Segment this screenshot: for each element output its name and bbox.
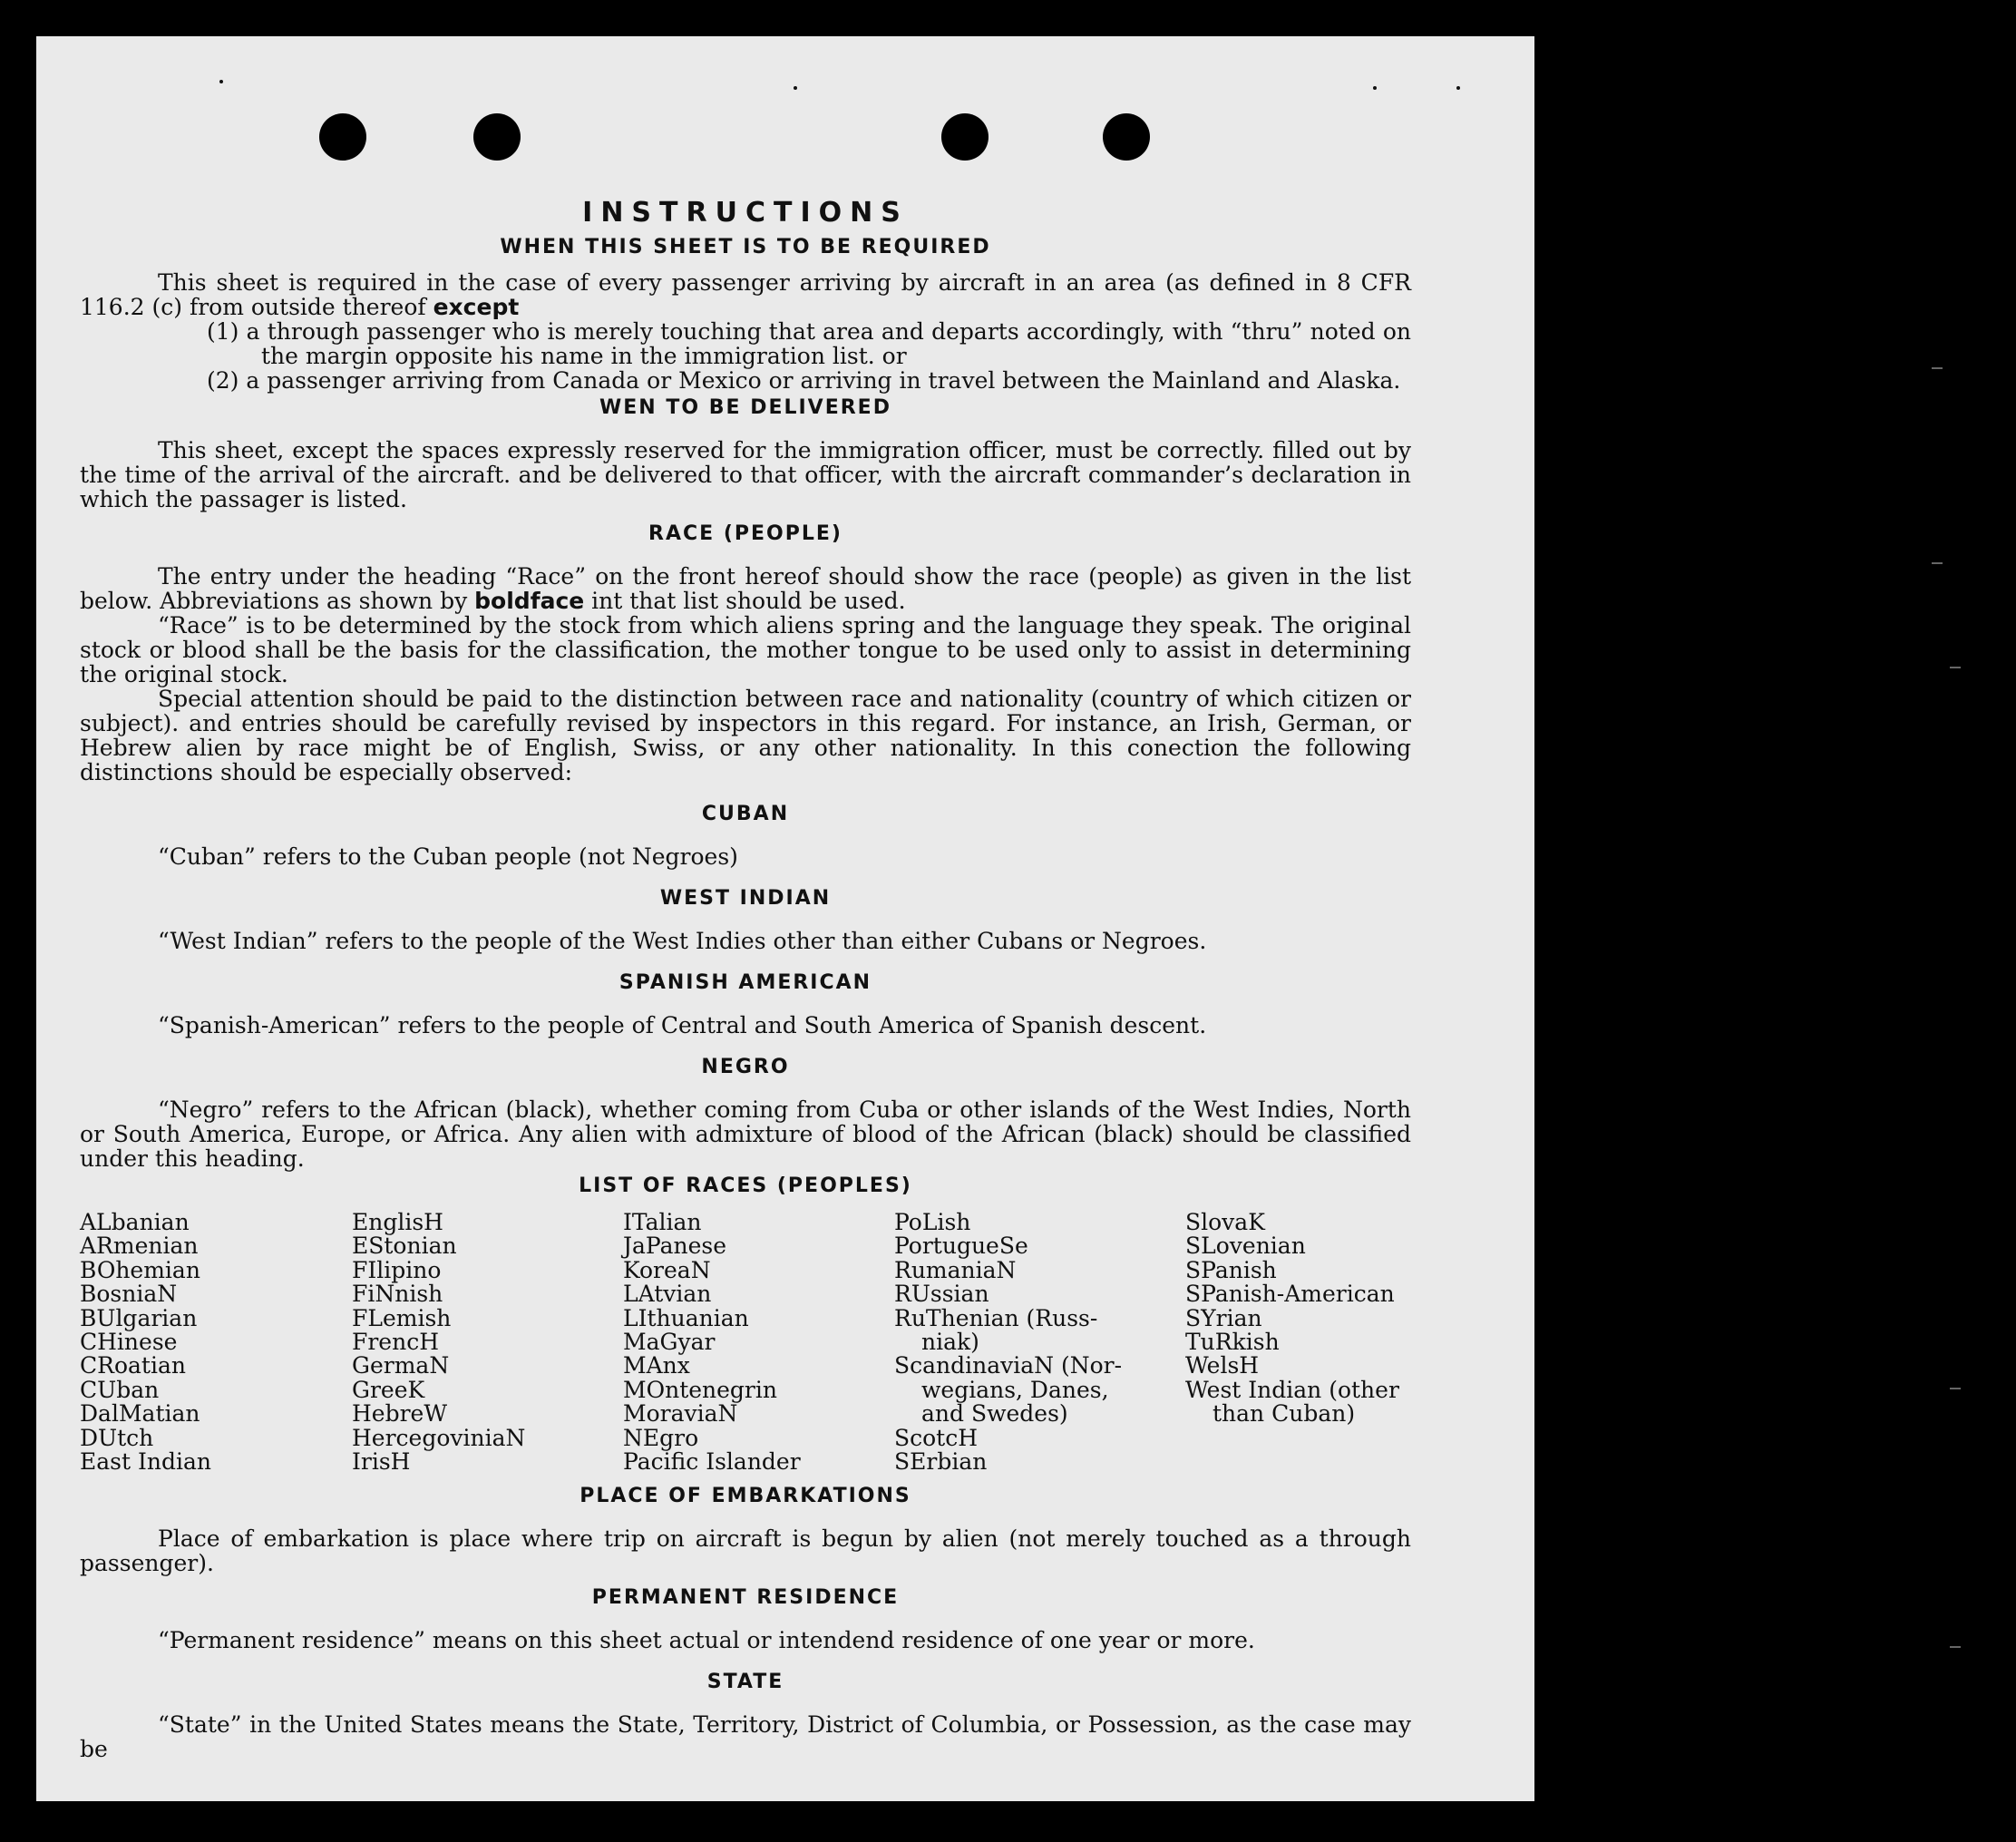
west-indian-text: “West Indian” refers to the people of the West Indies other than either Cubans or Negroes. bbox=[158, 928, 1207, 954]
race-entry: SPanish-American bbox=[1185, 1281, 1395, 1308]
punch-hole bbox=[473, 113, 521, 161]
race-entry: SYrian bbox=[1185, 1304, 1262, 1331]
race-entry: TuRkish bbox=[1185, 1329, 1280, 1356]
race-entry: EnglisH bbox=[352, 1209, 443, 1235]
when-required-intro bbox=[80, 270, 1411, 319]
race-entry: ScandinaviaN (Nor- bbox=[894, 1352, 1123, 1379]
race-entry: West Indian (other bbox=[1185, 1376, 1399, 1403]
document-page bbox=[36, 36, 1534, 1801]
race-entry: LAtvian bbox=[623, 1281, 712, 1308]
race-entry: Pacific Islander bbox=[623, 1448, 801, 1476]
race-entry: niak) bbox=[921, 1329, 979, 1356]
race-entry: GermaN bbox=[352, 1352, 450, 1379]
race-entry: MOntenegrin bbox=[623, 1376, 777, 1403]
intro-bold-word: except bbox=[433, 294, 520, 320]
race-column bbox=[623, 1211, 894, 1474]
section-heading-list-of-races: LIST OF RACES (PEOPLES) bbox=[579, 1174, 912, 1197]
race-entry: WelsH bbox=[1185, 1352, 1260, 1379]
exception-item-2: (2) a passenger arriving from Canada or Mexico or arriving in travel between the Mainland and Alaska. bbox=[207, 367, 1401, 394]
race-entry: DUtch bbox=[80, 1424, 154, 1451]
race-p1-bold: boldface bbox=[474, 588, 585, 614]
embarkation-text: Place of embarkation is place where trip on aircraft is begun by alien (not merely touched as a through passenger). bbox=[80, 1525, 1411, 1577]
race-entry: MoraviaN bbox=[623, 1400, 738, 1428]
race-entry: PortugueSe bbox=[894, 1233, 1028, 1260]
race-entry: RumaniaN bbox=[894, 1256, 1017, 1283]
film-edge-mark bbox=[1932, 367, 1943, 369]
race-paragraph-1 bbox=[80, 564, 1411, 613]
race-entry: HebreW bbox=[352, 1400, 448, 1428]
exception-item-1: (1) a through passenger who is merely touching that area and departs accordingly, with “thru” noted on the margin opposite his name in the immigration list. or bbox=[207, 318, 1411, 369]
punch-hole bbox=[319, 113, 366, 161]
race-entry: FLemish bbox=[352, 1304, 452, 1331]
ink-speck bbox=[219, 80, 223, 83]
race-entry: CHinese bbox=[80, 1329, 178, 1356]
intro-text: This sheet is required in the case of every passenger arriving by aircraft in an area (as defined in 8 CFR 116.2 (c) from outside thereof bbox=[80, 269, 1411, 320]
section-heading-state: STATE bbox=[706, 1671, 784, 1694]
section-heading-negro: NEGRO bbox=[701, 1056, 790, 1078]
race-entry: JaPanese bbox=[623, 1233, 727, 1260]
race-entry: LIthuanian bbox=[623, 1304, 749, 1331]
ink-speck bbox=[1456, 86, 1460, 90]
race-entry: ARmenian bbox=[80, 1233, 199, 1260]
race-entry: BUlgarian bbox=[80, 1304, 198, 1331]
race-entry: SErbian bbox=[894, 1448, 988, 1476]
race-entry: MaGyar bbox=[623, 1329, 716, 1356]
race-entry: NEgro bbox=[623, 1424, 699, 1451]
section-heading-cuban: CUBAN bbox=[701, 803, 790, 825]
section-heading-west-indian: WEST INDIAN bbox=[659, 887, 832, 910]
race-column bbox=[1185, 1211, 1411, 1474]
race-entry: GreeK bbox=[352, 1376, 425, 1403]
race-paragraph-3: Special attention should be paid to the distinction between race and nationality (country of which citizen or subject). and entries should be carefully revised by inspectors in this regard. For instance, an Irish, German, or Hebrew alien by race might be of English, Swiss, or any other nationality. In this conection the following distinctions should be especially observed: bbox=[80, 686, 1411, 785]
race-entry: FiNnish bbox=[352, 1281, 443, 1308]
ink-speck bbox=[794, 86, 797, 90]
race-entry: HercegoviniaN bbox=[352, 1424, 526, 1451]
race-p1-text: The entry under the heading “Race” on the front hereof should show the race (people) as given in the list below. Abbreviations as shown by bbox=[80, 563, 1411, 614]
state-text: “State” in the United States means the State, Territory, District of Columbia, or Possession, as the case may be bbox=[80, 1711, 1411, 1763]
race-entry: KoreaN bbox=[623, 1256, 711, 1283]
race-entry: IrisH bbox=[352, 1448, 411, 1476]
race-entry: and Swedes) bbox=[921, 1400, 1068, 1428]
ink-speck bbox=[1373, 86, 1377, 90]
spanish-american-text: “Spanish-American” refers to the people of Central and South America of Spanish descent. bbox=[158, 1012, 1207, 1038]
race-entry: ScotcH bbox=[894, 1424, 979, 1451]
section-heading-embarkation: PLACE OF EMBARKATIONS bbox=[579, 1485, 911, 1508]
punch-hole bbox=[941, 113, 989, 161]
race-entry: CUban bbox=[80, 1376, 160, 1403]
punch-hole bbox=[1103, 113, 1150, 161]
race-entry: EStonian bbox=[352, 1233, 457, 1260]
film-edge-mark bbox=[1950, 667, 1961, 668]
race-paragraph-2: “Race” is to be determined by the stock from which aliens spring and the language they speak. The original stock or blood shall be the basis for the classification, the mother tongue to be used only to assist in determining the original stock. bbox=[80, 612, 1411, 687]
cuban-text: “Cuban” refers to the Cuban people (not Negroes) bbox=[158, 843, 738, 870]
race-entry: than Cuban) bbox=[1213, 1400, 1356, 1428]
race-entry: East Indian bbox=[80, 1448, 211, 1476]
race-entry: ITalian bbox=[623, 1209, 702, 1235]
race-column bbox=[352, 1211, 623, 1474]
race-entry: RUssian bbox=[894, 1281, 989, 1308]
race-column bbox=[894, 1211, 1185, 1474]
film-edge-mark bbox=[1932, 562, 1943, 564]
race-p1-after: int that list should be used. bbox=[584, 588, 906, 614]
race-entry: BosniaN bbox=[80, 1281, 178, 1308]
race-column bbox=[80, 1211, 352, 1474]
section-heading-when-required: WHEN THIS SHEET IS TO BE REQUIRED bbox=[500, 236, 991, 258]
page-title: INSTRUCTIONS bbox=[582, 197, 909, 229]
race-entry: FIlipino bbox=[352, 1256, 442, 1283]
film-edge-mark bbox=[1950, 1388, 1961, 1389]
race-entry: RuThenian (Russ- bbox=[894, 1304, 1098, 1331]
when-delivered-text: This sheet, except the spaces expressly reserved for the immigration officer, must be correctly. filled out by the time of the arrival of the aircraft. and be delivered to that officer, with the aircraft commander’s declaration in which the passager is listed. bbox=[80, 437, 1411, 512]
race-entry: MAnx bbox=[623, 1352, 690, 1379]
section-heading-spanish-american: SPANISH AMERICAN bbox=[618, 971, 872, 994]
race-entry: SlovaK bbox=[1185, 1209, 1265, 1235]
film-edge-mark bbox=[1950, 1646, 1961, 1648]
negro-text: “Negro” refers to the African (black), whether coming from Cuba or other islands of the West Indies, North or South America, Europe, or Africa. Any alien with admixture of blood of the African (black) should be classified under this heading. bbox=[80, 1096, 1411, 1172]
race-entry: DalMatian bbox=[80, 1400, 200, 1428]
section-heading-when-delivered: WEN TO BE DELIVERED bbox=[599, 396, 891, 419]
instructions-content bbox=[80, 197, 1411, 1763]
race-entry: wegians, Danes, bbox=[921, 1376, 1109, 1403]
race-entry: BOhemian bbox=[80, 1256, 200, 1283]
race-entry: CRoatian bbox=[80, 1352, 186, 1379]
section-heading-race: RACE (PEOPLE) bbox=[648, 522, 842, 545]
race-entry: SPanish bbox=[1185, 1256, 1277, 1283]
race-list bbox=[80, 1211, 1411, 1474]
residence-text: “Permanent residence” means on this sheet actual or intendend residence of one year or more. bbox=[158, 1627, 1255, 1654]
race-entry: SLovenian bbox=[1185, 1233, 1306, 1260]
section-heading-permanent-residence: PERMANENT RESIDENCE bbox=[591, 1586, 900, 1610]
race-entry: FrencH bbox=[352, 1329, 439, 1356]
race-entry: ALbanian bbox=[80, 1209, 190, 1235]
race-entry: PoLish bbox=[894, 1209, 971, 1235]
